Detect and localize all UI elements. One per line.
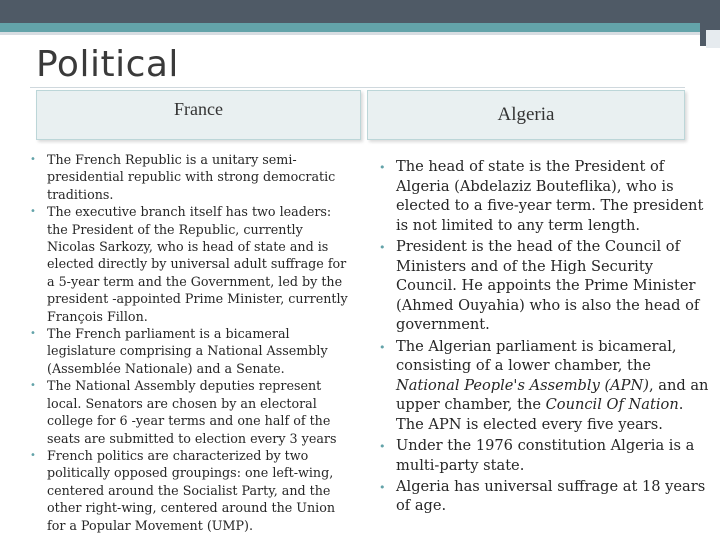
algeria-bullet-italic: Council Of Nation (545, 396, 679, 414)
bullet-icon: • (379, 340, 386, 354)
list-item (379, 436, 712, 475)
bullet-icon: • (379, 161, 386, 174)
algeria-bullet-text-part: . The APN is elected every five years. (396, 396, 684, 433)
algeria-bullet-text: The head of state is the President of Algeria (Abdelaziz Bouteflika), who is elected to a five-year term. The president is not limited to any term length. (396, 158, 704, 234)
title-divider (30, 87, 685, 88)
list-item (30, 203, 350, 325)
list-item (379, 237, 712, 335)
france-bullet-text: The National Assembly deputies represent local. Senators are chosen by an electoral college for 6 -year terms and one half of the seats are submitted to election every 3 years (47, 378, 337, 446)
accent-bar (0, 23, 720, 32)
list-item (30, 447, 350, 534)
algeria-bullet-text: Under the 1976 constitution Algeria is a multi-party state. (396, 437, 695, 474)
list-item (30, 325, 350, 377)
header-algeria: Algeria (367, 90, 685, 140)
bullet-icon: • (379, 480, 386, 494)
france-bullet-text: The French parliament is a bicameral legislature comprising a National Assembly (Assemblée Nationale) and a Senate. (47, 326, 328, 376)
bullet-icon: • (30, 449, 36, 461)
algeria-bullet-list (379, 157, 712, 518)
bullet-icon: • (379, 440, 386, 454)
list-item (30, 151, 350, 203)
top-bar (0, 0, 720, 23)
header-france: France (36, 90, 361, 140)
france-bullet-text: The French Republic is a unitary semi-presidential republic with strong democratic traditions. (47, 152, 336, 202)
bullet-icon: • (30, 380, 36, 392)
algeria-bullet-text: President is the head of the Council of Ministers and of the High Security Council. He appoints the Prime Minister (Ahmed Ouyahia) who is also the head of government. (396, 237, 700, 334)
bullet-icon: • (30, 328, 36, 340)
algeria-bullet-text: Algeria has universal suffrage at 18 years of age. (396, 477, 706, 515)
corner-decoration-inner (706, 30, 720, 48)
list-item (379, 337, 712, 435)
algeria-bullet-text-part: The Algerian parliament is bicameral, consisting of a lower chamber, the (396, 337, 677, 375)
bullet-icon: • (379, 240, 386, 254)
list-item (379, 477, 712, 516)
bullet-icon: • (30, 154, 36, 165)
algeria-bullet-italic: National People's Assembly (APN) (396, 376, 649, 394)
france-bullet-text: French politics are characterized by two politically opposed groupings: one left-wing, centered around the Socialist Party, and the other right-wing, centered around the Union for a Popular Movement (UMP). (47, 447, 336, 533)
france-bullet-text: The executive branch itself has two leaders: the President of the Republic, currently Nicolas Sarkozy, who is head of state and is elected directly by universal adult suffrage for a 5-year term and the Government, led by the president -appointed Prime Minister, currently François Fillon. (47, 204, 348, 324)
accent-stripe (0, 32, 720, 35)
france-bullet-list (30, 151, 350, 534)
algeria-bullet-text-part: , and an upper chamber, the (396, 376, 709, 414)
list-item (379, 157, 712, 235)
slide-title: Political (36, 44, 179, 85)
list-item (30, 377, 350, 447)
bullet-icon: • (30, 206, 36, 218)
